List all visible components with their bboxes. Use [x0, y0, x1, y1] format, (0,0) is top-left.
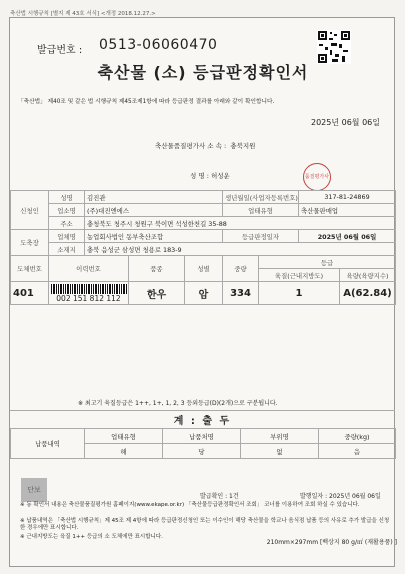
delivery-col-type: 업태유형	[85, 429, 163, 444]
col-sex: 성별	[185, 256, 223, 282]
note-2: ※ 납품내역은 「축산법 시행규칙」제 45조 제 4항에 따라 등급판정신청인 또는 이수인이 해당 축산물을 학교나 음식점 납품 등의 사유로 추가 발급을 신청한 경우에만 표시합니다.	[20, 518, 390, 531]
business-name: (주)대진엔에스	[85, 204, 223, 217]
applicant-section: 신청인	[11, 191, 49, 230]
applicant-name: 김진관	[85, 191, 223, 204]
note-1: ※ 동 확인서 내용은 축산물품질평가원 홈페이지(www.ekape.or.kr) 「축산물등급판정확인서 조회」 코너를 이용하여 조회 하실 수 있습니다.	[20, 502, 360, 508]
business-name-label: 업소명	[49, 204, 85, 217]
total-line: 계 : 출 두	[173, 416, 232, 427]
issue-count: 발급확인 : 1건	[200, 493, 239, 500]
col-weight: 중량	[223, 256, 259, 282]
inspector-name: 성 명 : 허성운	[190, 172, 230, 180]
certificate-date: 2025년 06월 06일	[311, 118, 380, 127]
delivery-cell: 당	[163, 444, 241, 459]
trace-cell	[49, 282, 129, 305]
grading-date-label: 등급판정일자	[223, 230, 299, 243]
yield-grade: A(62.84)	[340, 282, 396, 305]
business-type-label: 업태유형	[223, 204, 299, 217]
grade-note: ※ 최고기 육질등급은 1++, 1+, 1, 2, 3 등외등급(D)(2개)으로 구분됩니다.	[78, 400, 278, 407]
col-trace-no: 이력번호	[49, 256, 129, 282]
paper-spec: 210mm×297mm [백상지 80 g/㎡ (재활용품) ]	[266, 539, 397, 546]
inspector-affiliation: 축산물품질평가사 소 속 : 충북지원	[155, 142, 256, 150]
grading-date: 2025년 06월 06일	[299, 230, 396, 243]
delivery-section: 납품내역	[11, 429, 85, 459]
weight: 334	[223, 282, 259, 305]
delivery-table	[10, 428, 396, 459]
slaughterhouse-location: 충북 음성군 삼성면 청용로 183-9	[85, 243, 396, 256]
applicant-address: 충청북도 청주시 청원구 북이면 석성한천길 35-88	[85, 217, 396, 230]
business-type: 축산물판매업	[299, 204, 396, 217]
official-seal: 품질평가사	[303, 163, 331, 191]
document-title: 축산물 (소) 등급판정확인서	[97, 63, 309, 82]
slaughterhouse-section: 도축장	[11, 230, 49, 256]
delivery-col-weight: 중량(kg)	[319, 429, 396, 444]
business-number: 317-81-24869	[299, 191, 396, 204]
certificate-document	[9, 17, 395, 567]
carcass-number: 401	[11, 282, 49, 305]
delivery-col-place: 납품처명	[163, 429, 241, 444]
col-quality: 육질(근내지방도)	[259, 269, 340, 282]
sex: 암	[185, 282, 223, 305]
delivery-cell: 없	[241, 444, 319, 459]
issue-number: 0513-06060470	[99, 37, 218, 53]
delivery-cell: 음	[319, 444, 396, 459]
note-3: ※ 근내지방도는 육질 1++ 등급의 소 도체에만 표시합니다.	[20, 534, 163, 540]
issue-date: 발행일자 : 2025년 06월 06일	[300, 493, 381, 500]
delivery-cell: 해	[85, 444, 163, 459]
form-note: 축산법 시행규칙 [별지 제 43호 서식] <개정 2018.12.27.>	[10, 11, 156, 17]
delivery-col-part: 부위명	[241, 429, 319, 444]
barcode-icon	[51, 284, 127, 294]
stamp: 단보	[21, 478, 47, 502]
qr-code-icon	[317, 30, 351, 64]
name-label: 성명	[49, 191, 85, 204]
business-number-label: 생년월일(사업자등록번호)	[223, 191, 299, 204]
slaughterhouse-name: 농업회사법인 동부축산조합	[85, 230, 223, 243]
col-breed: 품종	[129, 256, 185, 282]
quality-grade: 1	[259, 282, 340, 305]
breed: 한우	[129, 282, 185, 305]
address-label: 주소	[49, 217, 85, 230]
col-yield: 육량(육량지수)	[340, 269, 396, 282]
certificate-table	[10, 190, 396, 305]
location-label: 소재지	[49, 243, 85, 256]
intro-text: 「축산법」 제40조 및 같은 법 시행규칙 제45조제1항에 따라 등급판정 결과를 아래와 같이 확인합니다.	[18, 99, 275, 105]
trace-number: 002 151 812 112	[56, 294, 121, 303]
company-label: 업체명	[49, 230, 85, 243]
col-carcass-no: 도체번호	[11, 256, 49, 282]
col-grade: 등급	[259, 256, 396, 269]
issue-label: 발급번호 :	[37, 45, 83, 56]
